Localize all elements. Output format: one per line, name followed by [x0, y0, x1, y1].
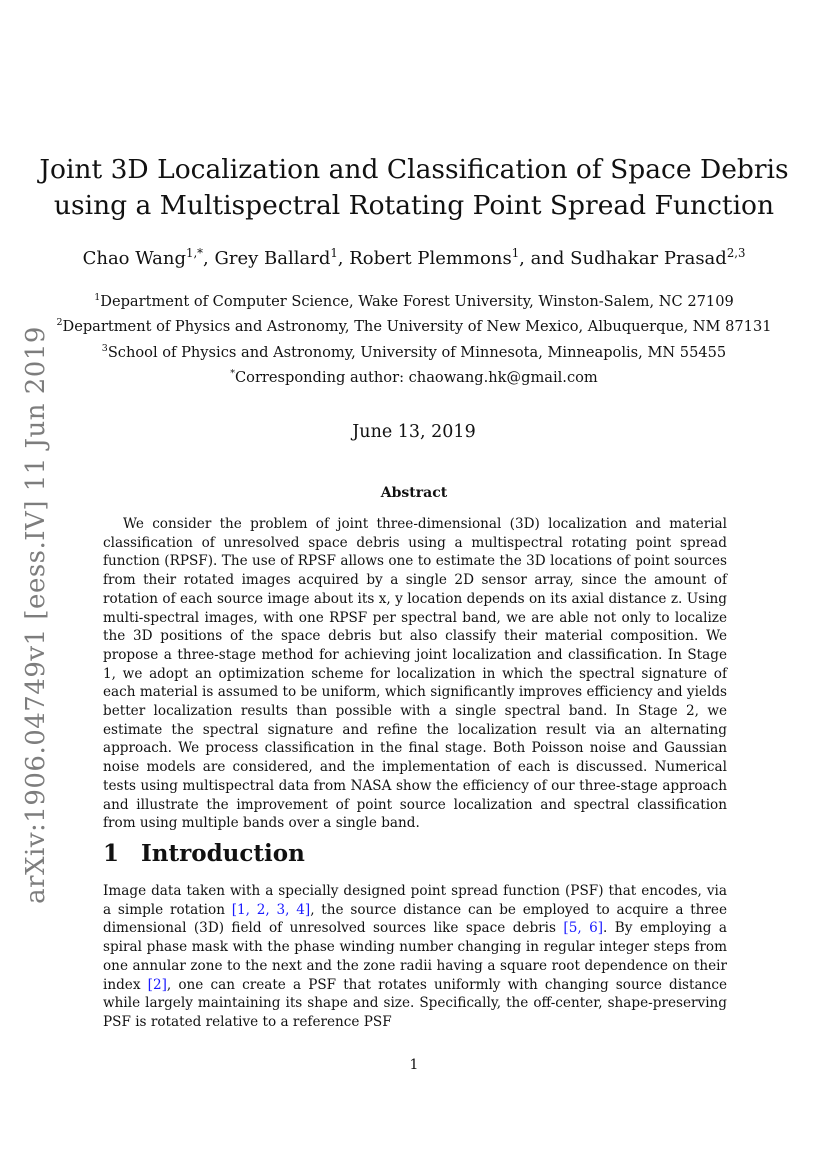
author-name: Chao Wang	[82, 248, 187, 269]
author-affiliation-mark: 1,*	[186, 246, 204, 260]
author-affiliation-mark: 2,3	[726, 246, 746, 260]
affiliation-text: Department of Physics and Astronomy, The University of New Mexico, Albuquerque, NM 87131	[62, 318, 772, 335]
corresponding-author-line	[0, 369, 828, 386]
affiliation-line	[0, 293, 828, 310]
author-name: Sudhakar Prasad	[570, 248, 727, 269]
abstract-heading: Abstract	[380, 485, 448, 501]
intro-text: , one can create a PSF that rotates uniformly with changing source distance while largely maintaining its shape and size. Specifically, the off-center, shape-preserving PSF is rotated relative to a reference PSF	[103, 976, 727, 1030]
paper-title	[0, 152, 828, 224]
arxiv-identifier: arXiv:1906.04749v1 [eess.IV] 11 Jun 2019	[21, 326, 51, 904]
introduction-paragraph	[103, 882, 727, 1032]
affiliation-line	[0, 344, 828, 361]
author-name: Grey Ballard	[214, 248, 331, 269]
intro-text: , the source distance can be employed to acquire a three dimensional (3D) field of unresolved sources like space debris	[103, 901, 728, 937]
affiliation-line	[0, 318, 828, 335]
title-line-2: using a Multispectral Rotating Point Spread Function	[53, 190, 775, 221]
publication-date: June 13, 2019	[352, 422, 476, 442]
page-number: 1	[409, 1057, 419, 1073]
affiliation-mark: 2	[56, 317, 63, 329]
affiliation-text: School of Physics and Astronomy, University of Minnesota, Minneapolis, MN 55455	[107, 344, 727, 361]
affiliation-mark: 1	[94, 292, 101, 304]
citation-link[interactable]: [2]	[147, 976, 167, 993]
author-list: Chao Wang$^{1,*}$, Grey Ballard$^1$, Robert Plemmons$^1$, and Sudhakar Prasad$^{2,3}$	[82, 246, 746, 269]
corresponding-author-text: Corresponding author: chaowang.hk@gmail.com	[235, 369, 598, 386]
author-affiliation-mark: 1	[511, 246, 520, 260]
author-name: Robert Plemmons	[349, 248, 512, 269]
section-title: Introduction	[141, 840, 305, 867]
affiliation-text: Department of Computer Science, Wake Forest University, Winston-Salem, NC 27109	[100, 293, 734, 310]
abstract-text: We consider the problem of joint three-dimensional (3D) localization and material classification of unresolved space debris using a multispectral rotating point spread function (RPSF). The use of RPSF allows one to estimate the 3D locations of point sources from their rotated images acquired by a single 2D sensor array, since the amount of rotation of each source image about its x, y location depends on its axial distance z. Using multi-spectral images, with one RPSF per spectral band, we are able not only to localize the 3D positions of the space debris but also classify their material composition. We propose a three-stage method for achieving joint localization and classification. In Stage 1, we adopt an optimization scheme for localization in which the spectral signature of each material is assumed to be uniform, which significantly improves efficiency and yields better localization results than possible with a single spectral band. In Stage 2, we estimate the spectral signature and refine the localization result via an alternating approach. We process classification in the final stage. Both Poisson noise and Gaussian noise models are considered, and the implementation of each is discussed. Numerical tests using multispectral data from NASA show the efficiency of our three-stage approach and illustrate the improvement of point source localization and spectral classification from using multiple bands over a single band.	[103, 516, 727, 832]
intro-text: . By employing a spiral phase mask with the phase winding number changing in regular integer steps from one annular zone to the next and the zone radii having a square root dependence on their index	[103, 920, 728, 993]
section-number: 1	[103, 840, 120, 867]
title-line-1: Joint 3D Localization and Classification of Space Debris	[39, 154, 789, 185]
affiliation-mark: 3	[101, 343, 108, 355]
intro-text: Image data taken with a specially designed point spread function (PSF) that encodes, via a simple rotation	[103, 883, 727, 918]
affiliation-mark: *	[230, 368, 235, 380]
citation-link[interactable]: [5, 6]	[563, 920, 604, 937]
citation-link[interactable]: [1, 2, 3, 4]	[231, 901, 311, 918]
section-heading	[103, 840, 305, 867]
author-affiliation-mark: 1	[330, 246, 338, 260]
